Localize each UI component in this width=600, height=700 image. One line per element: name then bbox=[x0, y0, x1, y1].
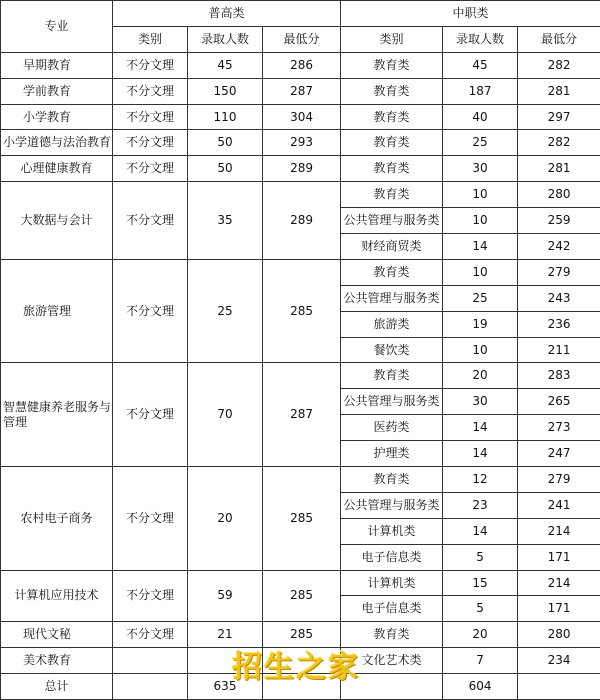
table-row bbox=[1, 104, 600, 130]
zhongzhi-type-cell: 公共管理与服务类 bbox=[341, 492, 443, 518]
putong-min-score-cell: 289 bbox=[263, 156, 341, 182]
putong-type-cell: 不分文理 bbox=[113, 363, 188, 467]
putong-min-score-cell: 287 bbox=[263, 363, 341, 467]
major-cell: 农村电子商务 bbox=[1, 467, 113, 571]
zhongzhi-type-cell: 教育类 bbox=[341, 78, 443, 104]
putong-min-score-cell: 304 bbox=[263, 104, 341, 130]
total-blank-cell bbox=[341, 674, 443, 700]
zhongzhi-type-cell: 教育类 bbox=[341, 156, 443, 182]
total-blank-cell bbox=[263, 674, 341, 700]
table-row bbox=[1, 570, 600, 596]
putong-min-score-cell: 285 bbox=[263, 622, 341, 648]
total-blank-cell bbox=[518, 674, 600, 700]
zhongzhi-admitted-cell: 20 bbox=[443, 363, 518, 389]
zhongzhi-min-score-cell: 273 bbox=[518, 415, 600, 441]
zhongzhi-type-cell: 财经商贸类 bbox=[341, 234, 443, 260]
putong-admitted-cell bbox=[188, 648, 263, 674]
zhongzhi-admitted-cell: 25 bbox=[443, 130, 518, 156]
header-z-admitted: 录取人数 bbox=[443, 26, 518, 52]
zhongzhi-min-score-cell: 282 bbox=[518, 52, 600, 78]
major-cell: 智慧健康养老服务与管理 bbox=[1, 363, 113, 467]
zhongzhi-min-score-cell: 171 bbox=[518, 544, 600, 570]
table-row bbox=[1, 52, 600, 78]
zhongzhi-admitted-cell: 7 bbox=[443, 648, 518, 674]
putong-min-score-cell: 285 bbox=[263, 259, 341, 363]
major-cell: 学前教育 bbox=[1, 78, 113, 104]
putong-type-cell: 不分文理 bbox=[113, 570, 188, 622]
zhongzhi-admitted-cell: 40 bbox=[443, 104, 518, 130]
zhongzhi-admitted-cell: 20 bbox=[443, 622, 518, 648]
major-cell: 计算机应用技术 bbox=[1, 570, 113, 622]
zhongzhi-min-score-cell: 279 bbox=[518, 467, 600, 493]
header-row-1 bbox=[1, 1, 600, 27]
putong-type-cell: 不分文理 bbox=[113, 156, 188, 182]
zhongzhi-min-score-cell: 214 bbox=[518, 518, 600, 544]
putong-min-score-cell: 289 bbox=[263, 182, 341, 260]
zhongzhi-admitted-cell: 10 bbox=[443, 182, 518, 208]
zhongzhi-min-score-cell: 265 bbox=[518, 389, 600, 415]
header-z-min: 最低分 bbox=[518, 26, 600, 52]
zhongzhi-type-cell: 公共管理与服务类 bbox=[341, 389, 443, 415]
zhongzhi-type-cell: 教育类 bbox=[341, 363, 443, 389]
zhongzhi-type-cell: 护理类 bbox=[341, 441, 443, 467]
major-cell: 旅游管理 bbox=[1, 259, 113, 363]
zhongzhi-admitted-cell: 30 bbox=[443, 156, 518, 182]
zhongzhi-min-score-cell: 280 bbox=[518, 182, 600, 208]
putong-admitted-cell: 150 bbox=[188, 78, 263, 104]
total-label: 总计 bbox=[1, 674, 113, 700]
total-zhongzhi-admitted: 604 bbox=[443, 674, 518, 700]
zhongzhi-min-score-cell: 279 bbox=[518, 259, 600, 285]
total-blank-cell bbox=[113, 674, 188, 700]
zhongzhi-admitted-cell: 45 bbox=[443, 52, 518, 78]
zhongzhi-type-cell: 教育类 bbox=[341, 622, 443, 648]
zhongzhi-admitted-cell: 5 bbox=[443, 544, 518, 570]
putong-min-score-cell: 287 bbox=[263, 78, 341, 104]
zhongzhi-min-score-cell: 214 bbox=[518, 570, 600, 596]
zhongzhi-min-score-cell: 259 bbox=[518, 208, 600, 234]
putong-min-score-cell bbox=[263, 648, 341, 674]
zhongzhi-admitted-cell: 10 bbox=[443, 259, 518, 285]
zhongzhi-type-cell: 餐饮类 bbox=[341, 337, 443, 363]
putong-admitted-cell: 25 bbox=[188, 259, 263, 363]
zhongzhi-admitted-cell: 14 bbox=[443, 415, 518, 441]
zhongzhi-type-cell: 公共管理与服务类 bbox=[341, 285, 443, 311]
zhongzhi-type-cell: 公共管理与服务类 bbox=[341, 208, 443, 234]
header-group-zhongzhi: 中职类 bbox=[341, 1, 600, 27]
putong-min-score-cell: 285 bbox=[263, 570, 341, 622]
putong-type-cell: 不分文理 bbox=[113, 78, 188, 104]
header-z-type: 类别 bbox=[341, 26, 443, 52]
header-p-min: 最低分 bbox=[263, 26, 341, 52]
zhongzhi-admitted-cell: 19 bbox=[443, 311, 518, 337]
zhongzhi-type-cell: 文化艺术类 bbox=[341, 648, 443, 674]
table-row bbox=[1, 467, 600, 493]
total-row bbox=[1, 674, 600, 700]
zhongzhi-admitted-cell: 10 bbox=[443, 337, 518, 363]
zhongzhi-admitted-cell: 14 bbox=[443, 441, 518, 467]
putong-admitted-cell: 59 bbox=[188, 570, 263, 622]
zhongzhi-admitted-cell: 10 bbox=[443, 208, 518, 234]
zhongzhi-min-score-cell: 281 bbox=[518, 156, 600, 182]
zhongzhi-min-score-cell: 283 bbox=[518, 363, 600, 389]
putong-admitted-cell: 110 bbox=[188, 104, 263, 130]
zhongzhi-admitted-cell: 14 bbox=[443, 518, 518, 544]
major-cell: 美术教育 bbox=[1, 648, 113, 674]
table-row bbox=[1, 78, 600, 104]
zhongzhi-type-cell: 教育类 bbox=[341, 130, 443, 156]
table-row bbox=[1, 156, 600, 182]
header-p-admitted: 录取人数 bbox=[188, 26, 263, 52]
putong-type-cell bbox=[113, 648, 188, 674]
zhongzhi-min-score-cell: 280 bbox=[518, 622, 600, 648]
putong-type-cell: 不分文理 bbox=[113, 104, 188, 130]
zhongzhi-admitted-cell: 5 bbox=[443, 596, 518, 622]
putong-admitted-cell: 45 bbox=[188, 52, 263, 78]
zhongzhi-admitted-cell: 15 bbox=[443, 570, 518, 596]
table-row bbox=[1, 130, 600, 156]
table-row bbox=[1, 363, 600, 389]
putong-type-cell: 不分文理 bbox=[113, 182, 188, 260]
putong-min-score-cell: 293 bbox=[263, 130, 341, 156]
zhongzhi-type-cell: 教育类 bbox=[341, 259, 443, 285]
zhongzhi-type-cell: 旅游类 bbox=[341, 311, 443, 337]
putong-min-score-cell: 285 bbox=[263, 467, 341, 571]
putong-admitted-cell: 50 bbox=[188, 130, 263, 156]
zhongzhi-type-cell: 医药类 bbox=[341, 415, 443, 441]
zhongzhi-type-cell: 教育类 bbox=[341, 52, 443, 78]
header-p-type: 类别 bbox=[113, 26, 188, 52]
table-row bbox=[1, 259, 600, 285]
zhongzhi-admitted-cell: 25 bbox=[443, 285, 518, 311]
total-putong-admitted: 635 bbox=[188, 674, 263, 700]
zhongzhi-admitted-cell: 30 bbox=[443, 389, 518, 415]
zhongzhi-admitted-cell: 187 bbox=[443, 78, 518, 104]
major-cell: 心理健康教育 bbox=[1, 156, 113, 182]
zhongzhi-type-cell: 教育类 bbox=[341, 182, 443, 208]
putong-admitted-cell: 20 bbox=[188, 467, 263, 571]
zhongzhi-type-cell: 教育类 bbox=[341, 467, 443, 493]
major-cell: 大数据与会计 bbox=[1, 182, 113, 260]
zhongzhi-admitted-cell: 23 bbox=[443, 492, 518, 518]
major-cell: 早期教育 bbox=[1, 52, 113, 78]
putong-admitted-cell: 50 bbox=[188, 156, 263, 182]
putong-type-cell: 不分文理 bbox=[113, 467, 188, 571]
zhongzhi-type-cell: 计算机类 bbox=[341, 570, 443, 596]
table-row bbox=[1, 648, 600, 674]
watermark-logo: 招生之家 bbox=[232, 650, 360, 685]
zhongzhi-min-score-cell: 282 bbox=[518, 130, 600, 156]
putong-admitted-cell: 70 bbox=[188, 363, 263, 467]
major-cell: 小学道德与法治教育 bbox=[1, 130, 113, 156]
zhongzhi-min-score-cell: 247 bbox=[518, 441, 600, 467]
zhongzhi-min-score-cell: 211 bbox=[518, 337, 600, 363]
table-row bbox=[1, 182, 600, 208]
zhongzhi-min-score-cell: 171 bbox=[518, 596, 600, 622]
putong-type-cell: 不分文理 bbox=[113, 52, 188, 78]
zhongzhi-admitted-cell: 14 bbox=[443, 234, 518, 260]
header-group-putong: 普高类 bbox=[113, 1, 341, 27]
zhongzhi-min-score-cell: 281 bbox=[518, 78, 600, 104]
zhongzhi-type-cell: 电子信息类 bbox=[341, 544, 443, 570]
major-cell: 现代文秘 bbox=[1, 622, 113, 648]
zhongzhi-admitted-cell: 12 bbox=[443, 467, 518, 493]
table-row bbox=[1, 622, 600, 648]
putong-admitted-cell: 21 bbox=[188, 622, 263, 648]
putong-type-cell: 不分文理 bbox=[113, 259, 188, 363]
putong-admitted-cell: 35 bbox=[188, 182, 263, 260]
putong-min-score-cell: 286 bbox=[263, 52, 341, 78]
zhongzhi-min-score-cell: 236 bbox=[518, 311, 600, 337]
zhongzhi-min-score-cell: 234 bbox=[518, 648, 600, 674]
zhongzhi-min-score-cell: 241 bbox=[518, 492, 600, 518]
putong-type-cell: 不分文理 bbox=[113, 622, 188, 648]
major-cell: 小学教育 bbox=[1, 104, 113, 130]
zhongzhi-type-cell: 电子信息类 bbox=[341, 596, 443, 622]
zhongzhi-type-cell: 教育类 bbox=[341, 104, 443, 130]
putong-type-cell: 不分文理 bbox=[113, 130, 188, 156]
zhongzhi-min-score-cell: 242 bbox=[518, 234, 600, 260]
zhongzhi-min-score-cell: 243 bbox=[518, 285, 600, 311]
zhongzhi-type-cell: 计算机类 bbox=[341, 518, 443, 544]
zhongzhi-min-score-cell: 297 bbox=[518, 104, 600, 130]
header-major: 专业 bbox=[1, 1, 113, 53]
